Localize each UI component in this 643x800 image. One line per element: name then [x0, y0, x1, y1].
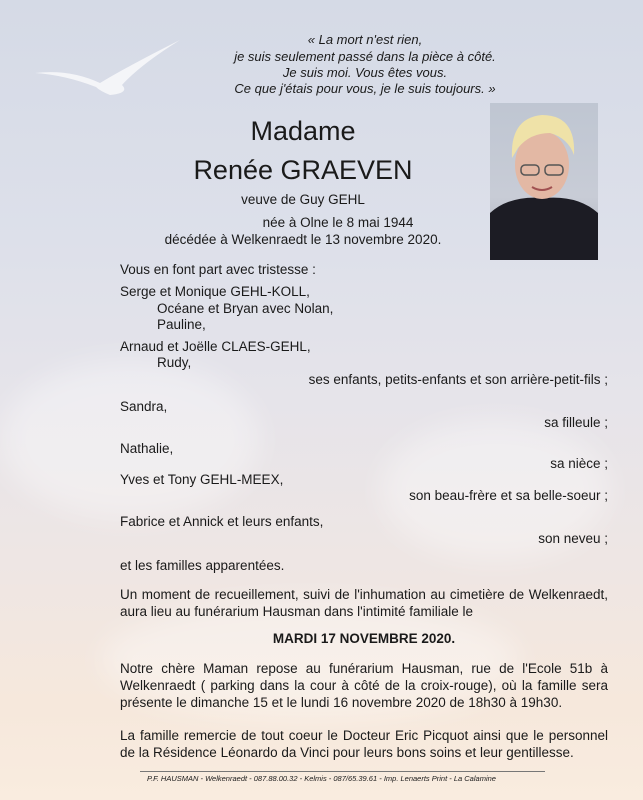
divider [140, 771, 545, 772]
thanks-text: La famille remercie de tout coeur le Docteur Eric Picquot ainsi que le personnel de la Résidence Léonardo da Vinci pour leurs bons soins et leur gentillesse. [120, 728, 608, 760]
birth: née à Olne le 8 mai 1944 [262, 215, 414, 230]
family-line: Océane et Bryan avec Nolan, [157, 301, 334, 316]
family-line: Nathalie, [120, 441, 174, 456]
relation: sa nièce ; [550, 456, 608, 471]
family-line: Rudy, [157, 355, 192, 370]
relation: ses enfants, petits-enfants et son arrière-petit-fils ; [308, 372, 608, 387]
quote-line: Ce que j'étais pour vous, je le suis toujours. » [234, 81, 496, 96]
cloud [0, 360, 260, 520]
visitation-text: Notre chère Maman repose au funérarium Hausman, rue de l'Ecole 51b à Welkenraedt ( parking dans la cour à côté de la croix-rouge), où la famille sera présente le dimanche 15 et le lundi 16 novembre 2020 de 18h30 à 19h30. [120, 661, 608, 710]
relation: son neveu ; [538, 531, 608, 546]
footer: P.F. HAUSMAN - Welkenraedt - 087.88.00.32 - Kelmis - 087/65.39.61 - Imp. Lenaerts Print - La Calamine [147, 774, 496, 783]
family-line: et les familles apparentées. [120, 558, 285, 573]
relation: sa filleule ; [544, 415, 608, 430]
quote-line: Je suis moi. Vous êtes vous. [282, 65, 448, 80]
portrait-photo [490, 103, 598, 260]
widow-of: veuve de Guy GEHL [241, 192, 365, 207]
family-line: Arnaud et Joëlle CLAES-GEHL, [120, 339, 311, 354]
death: décédée à Welkenraedt le 13 novembre 2020. [164, 232, 442, 247]
intro: Vous en font part avec tristesse : [120, 262, 316, 277]
relation: son beau-frère et sa belle-soeur ; [409, 488, 608, 503]
quote-line: je suis seulement passé dans la pièce à côté. [234, 49, 496, 64]
ceremony-text: Un moment de recueillement, suivi de l'inhumation au cimetière de Welkenraedt, aura lieu au funérarium Hausman dans l'intimité familiale le [120, 587, 608, 619]
deceased-name: Renée GRAEVEN [193, 155, 413, 185]
family-line: Pauline, [157, 317, 206, 332]
ceremony-date: MARDI 17 NOVEMBRE 2020. [272, 631, 456, 646]
family-line: Serge et Monique GEHL-KOLL, [120, 284, 310, 299]
family-line: Fabrice et Annick et leurs enfants, [120, 514, 324, 529]
family-line: Yves et Tony GEHL-MEEX, [120, 472, 284, 487]
quote-line: « La mort n'est rien, [307, 32, 423, 47]
title: Madame [250, 116, 356, 146]
family-line: Sandra, [120, 399, 168, 414]
